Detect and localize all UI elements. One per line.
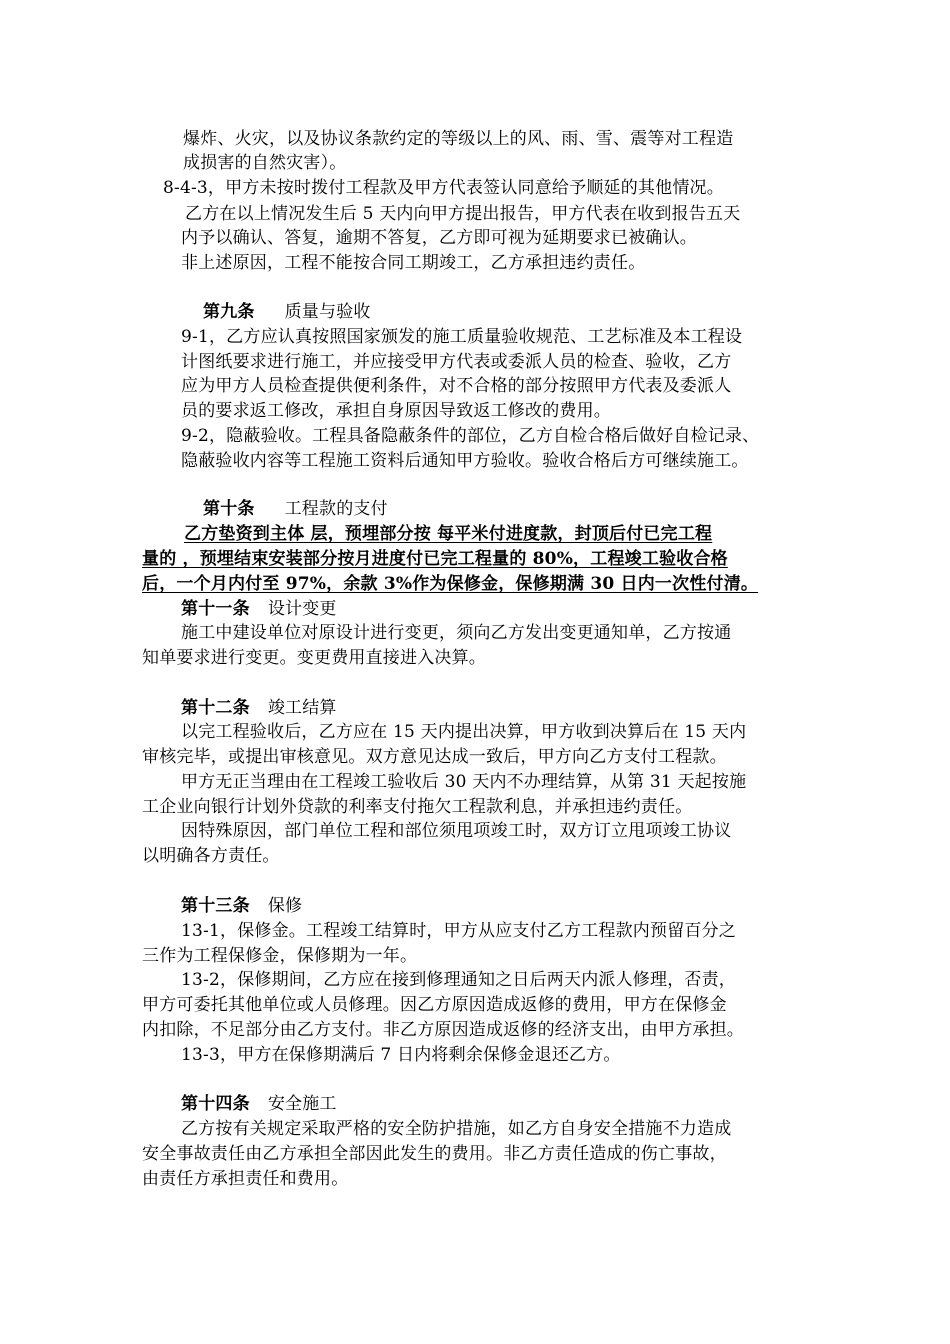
article-title: 保修 bbox=[267, 896, 303, 916]
article-10-heading bbox=[203, 497, 388, 521]
text-line: 三作为工程保修金，保修期为一年。 bbox=[142, 946, 418, 966]
payment-clause-line: 乙方垫资到主体 层，预埋部分按 每平米付进度款，封顶后付已完工程 bbox=[184, 524, 713, 544]
article-title: 工程款的支付 bbox=[284, 499, 388, 519]
text-line: 以完工程验收后，乙方应在 15 天内提出决算，甲方收到决算后在 15 天内 bbox=[181, 722, 747, 742]
article-number: 第十条 bbox=[203, 499, 255, 519]
article-14-heading bbox=[181, 1092, 337, 1116]
article-title: 设计变更 bbox=[267, 599, 337, 619]
text-line: 工企业向银行计划外贷款的利率支付拖欠工程款利息，并承担违约责任。 bbox=[142, 797, 693, 817]
text-line: 爆炸、火灾，以及协议条款约定的等级以上的风、雨、雪、震等对工程造 bbox=[183, 129, 734, 149]
text-line: 安全事故责任由乙方承担全部因此发生的费用。非乙方责任造成的伤亡事故， bbox=[142, 1144, 727, 1164]
article-number: 第十四条 bbox=[181, 1094, 250, 1114]
text-line: 13-3，甲方在保修期满后 7 日内将剩余保修金退还乙方。 bbox=[181, 1045, 621, 1065]
article-11-heading bbox=[181, 597, 337, 621]
text-line: 由责任方承担责任和费用。 bbox=[142, 1169, 349, 1189]
text-line: 内扣除，不足部分由乙方支付。非乙方原因造成返修的经济支出，由甲方承担。 bbox=[142, 1020, 744, 1040]
text-line: 13-1，保修金。工程竣工结算时，甲方从应支付乙方工程款内预留百分之 bbox=[181, 921, 736, 941]
text-line: 乙方在以上情况发生后 5 天内向甲方提出报告，甲方代表在收到报告五天 bbox=[185, 204, 741, 224]
payment-clause-line: 量的 ，预埋结束安装部分按月进度付已完工程量的 80%，工程竣工验收合格 bbox=[142, 549, 728, 569]
article-13-heading bbox=[181, 894, 302, 918]
text-line: 13-2，保修期间，乙方应在接到修理通知之日后两天内派人修理，否责， bbox=[181, 970, 736, 990]
text-line: 甲方可委托其他单位或人员修理。因乙方原因造成返修的费用，甲方在保修金 bbox=[142, 995, 727, 1015]
text-line: 知单要求进行变更。变更费用直接进入决算。 bbox=[142, 648, 486, 668]
article-number: 第十二条 bbox=[181, 698, 250, 718]
article-title: 安全施工 bbox=[267, 1094, 337, 1114]
article-number: 第九条 bbox=[203, 302, 255, 322]
text-line: 成损害的自然灾害）。 bbox=[183, 153, 347, 173]
article-number: 第十一条 bbox=[181, 599, 250, 619]
article-12-heading bbox=[181, 696, 337, 720]
text-line: 审核完毕，或提出审核意见。双方意见达成一致后，甲方向乙方支付工程款。 bbox=[142, 747, 727, 767]
text-line: 计图纸要求进行施工，并应接受甲方代表或委派人员的检查、验收，乙方 bbox=[181, 352, 732, 372]
text-line: 乙方按有关规定采取严格的安全防护措施，如乙方自身安全措施不力造成 bbox=[181, 1119, 732, 1139]
text-line: 9-2，隐蔽验收。工程具备隐蔽条件的部位，乙方自检合格后做好自检记录、 bbox=[181, 426, 760, 446]
text-line: 员的要求返工修改，承担自身原因导致返工修改的费用。 bbox=[181, 401, 611, 421]
article-9-heading bbox=[203, 300, 371, 324]
text-line: 非上述原因，工程不能按合同工期竣工，乙方承担违约责任。 bbox=[181, 253, 646, 273]
text-line: 因特殊原因，部门单位工程和部位须甩项竣工时，双方订立甩项竣工协议 bbox=[181, 821, 732, 841]
payment-clause-line: 后，一个月内付至 97%，余款 3%作为保修金，保修期满 30 日内一次性付清。 bbox=[142, 574, 759, 594]
text-line: 内予以确认、答复，逾期不答复，乙方即可视为延期要求已被确认。 bbox=[181, 228, 697, 248]
text-line: 甲方无正当理由在工程竣工验收后 30 天内不办理结算，从第 31 天起按施 bbox=[181, 772, 747, 792]
article-title: 质量与验收 bbox=[284, 302, 371, 322]
text-line: 施工中建设单位对原设计进行变更，须向乙方发出变更通知单，乙方按通 bbox=[181, 623, 732, 643]
article-title: 竣工结算 bbox=[267, 698, 337, 718]
article-number: 第十三条 bbox=[181, 896, 250, 916]
text-line: 隐蔽验收内容等工程施工资料后通知甲方验收。验收合格后方可继续施工。 bbox=[181, 451, 749, 471]
text-line: 9-1，乙方应认真按照国家颁发的施工质量验收规范、工艺标准及本工程设 bbox=[181, 327, 743, 347]
text-line: 应为甲方人员检查提供便利条件，对不合格的部分按照甲方代表及委派人 bbox=[181, 376, 732, 396]
text-line: 以明确各方责任。 bbox=[142, 846, 280, 866]
text-line: 8-4-3，甲方未按时拨付工程款及甲方代表签认同意给予顺延的其他情况。 bbox=[163, 178, 724, 198]
